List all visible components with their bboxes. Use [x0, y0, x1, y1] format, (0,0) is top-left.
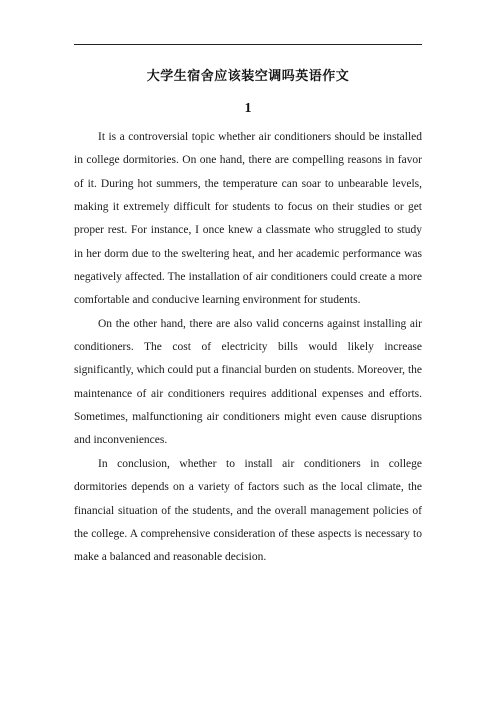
essay-body — [74, 126, 422, 570]
paragraph-intro: It is a controversial topic whether air conditioners should be installed in college dormitories. On one hand, there are compelling reasons in favor of it. During hot summers, the temperature can soar to unbearable levels, making it extremely difficult for students to focus on their studies or get proper rest. For instance, I once knew a classmate who struggled to study in her dorm due to the sweltering heat, and her academic performance was negatively affected. The installation of air conditioners could create a more comfortable and conducive learning environment for students. — [74, 131, 422, 307]
section-number: 1 — [244, 101, 252, 116]
paragraph-counterpoint: On the other hand, there are also valid concerns against installing air conditioners. The cost of electricity bills would likely increase significantly, which could put a financial burden on students. Moreover, the maintenance of air conditioners requires additional expenses and efforts. Sometimes, malfunctioning air conditioners might even cause disruptions and inconveniences. — [74, 317, 422, 447]
document-title: 大学生宿舍应该装空调吗英语作文 — [146, 69, 350, 84]
header-rule — [74, 44, 422, 45]
paragraph-conclusion: In conclusion, whether to install air conditioners in college dormitories depends on a variety of factors such as the local climate, the financial situation of the students, and the overall management policies of the college. A comprehensive consideration of these aspects is necessary to make a balanced and reasonable decision. — [74, 457, 422, 564]
